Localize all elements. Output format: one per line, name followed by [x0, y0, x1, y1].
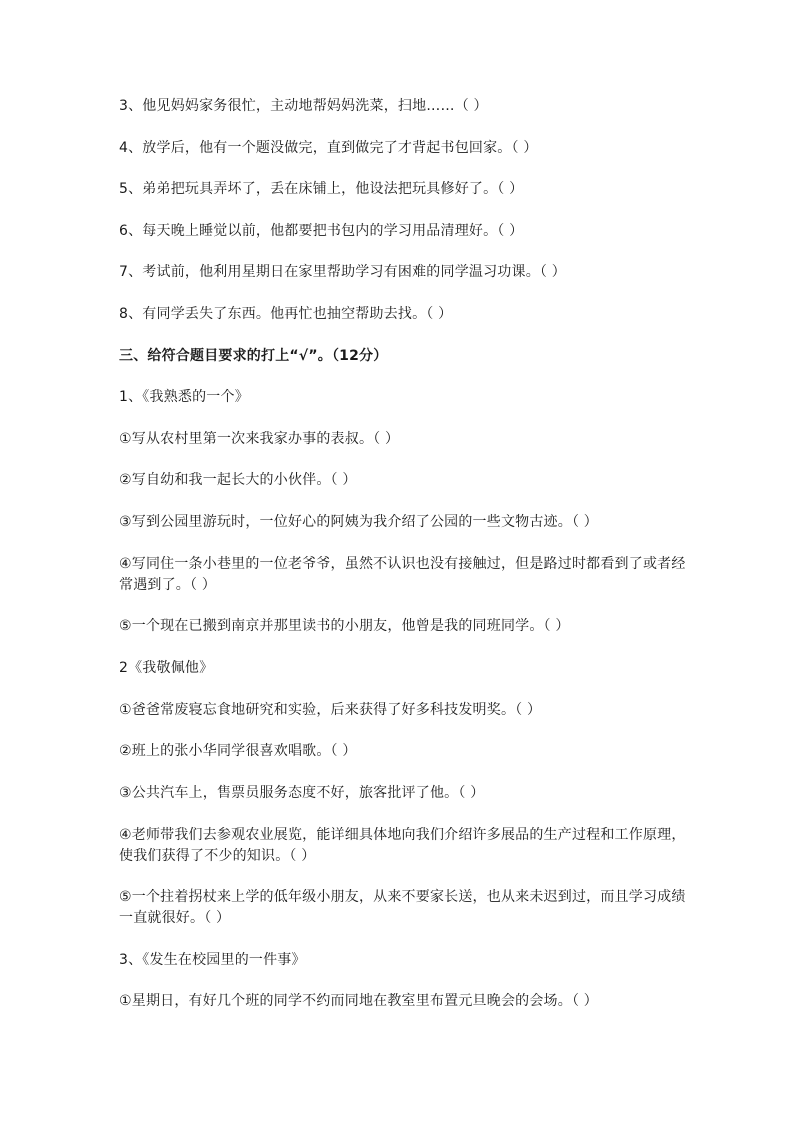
subtopic-title-3: 3、《发生在校园里的一件事》 [119, 952, 306, 968]
subtopic-title-2: 2《我敬佩他》 [119, 660, 214, 676]
option-item: ④写同住一条小巷里的一位老爷爷，虽然不认识也没有接触过，但是路过时都看到了或者经 [119, 556, 686, 572]
option-item: ②班上的张小华同学很喜欢唱歌。（ ） [119, 743, 357, 759]
option-item-continued: 使我们获得了不少的知识。（ ） [119, 848, 316, 864]
option-item: ③公共汽车上，售票员服务态度不好，旅客批评了他。（ ） [119, 785, 485, 801]
option-item: ③写到公园里游玩时，一位好心的阿姨为我介绍了公园的一些文物古迹。（ ） [119, 514, 598, 530]
option-item-continued: 常遇到了。（ ） [119, 577, 217, 593]
subtopic-title-1: 1、《我熟悉的一个》 [119, 389, 249, 405]
option-item: ①写从农村里第一次来我家办事的表叔。（ ） [119, 431, 400, 447]
section-heading: 三、给符合题目要求的打上“√”。（12分） [119, 348, 388, 364]
option-item-continued: 一直就很好。（ ） [119, 910, 231, 926]
option-item: ②写自幼和我一起长大的小伙伴。（ ） [119, 472, 357, 488]
question-item-3: 3、他见妈妈家务很忙，主动地帮妈妈洗菜，扫地……（ ） [119, 98, 488, 114]
question-item-4: 4、放学后，他有一个题没做完，直到做完了才背起书包回家。（ ） [119, 140, 538, 156]
question-item-6: 6、每天晚上睡觉以前，他都要把书包内的学习用品清理好。（ ） [119, 223, 524, 239]
option-item: ①爸爸常废寝忘食地研究和实验，后来获得了好多科技发明奖。（ ） [119, 702, 542, 718]
option-item: ①星期日，有好几个班的同学不约而同地在教室里布置元旦晚会的会场。（ ） [119, 993, 598, 1009]
option-item: ④老师带我们去参观农业展览，能详细具体地向我们介绍许多展品的生产过程和工作原理， [119, 827, 686, 843]
question-item-8: 8、有同学丢失了东西。他再忙也抽空帮助去找。（ ） [119, 306, 453, 322]
question-item-5: 5、弟弟把玩具弄坏了，丢在床铺上，他设法把玩具修好了。（ ） [119, 181, 524, 197]
question-item-7: 7、考试前，他利用星期日在家里帮助学习有困难的同学温习功课。（ ） [119, 264, 566, 280]
option-item: ⑤一个现在已搬到南京并那里读书的小朋友，他曾是我的同班同学。（ ） [119, 618, 570, 634]
option-item: ⑤一个拄着拐杖来上学的低年级小朋友，从来不要家长送，也从来未迟到过，而且学习成绩 [119, 889, 686, 905]
